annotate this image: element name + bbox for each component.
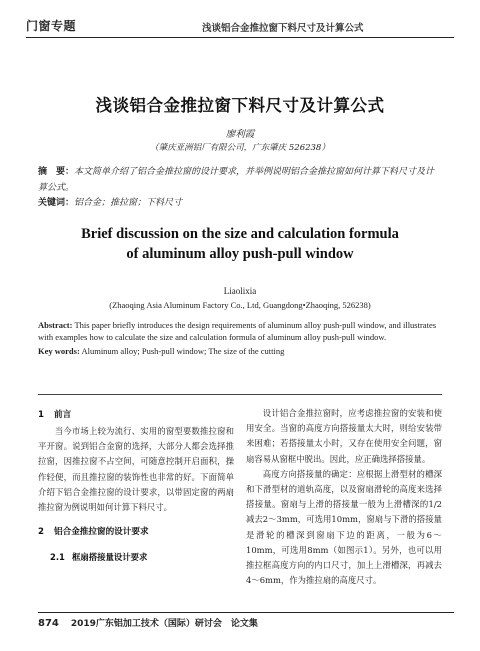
english-title [0,224,480,264]
chinese-keywords-text: 铝合金；推拉窗；下料尺寸 [74,198,183,208]
chinese-title: 浅谈铝合金推拉窗下料尺寸及计算公式 [95,96,385,115]
section-1-title: 前言 [54,410,72,420]
chinese-abstract-label: 摘 要： [38,167,75,177]
english-keywords [38,346,442,356]
chinese-affiliation: （肇庆亚洲铝厂有限公司，广东肇庆 526238） [150,143,330,153]
section-label: 门窗专题 [26,19,77,33]
right-paragraph-2: 高度方向搭接量的确定：应根据上滑型材的槽深和下滑型材的道轨高度，以及窗扇滑轮的高度来选择搭接量。窗扇与上滑的搭接量一般为上滑槽深的1/2减去2～3mm，可选用10mm，窗扇与下滑的搭接量是滑轮的槽深到窗扇下边的距离，一般为6～10mm，可选用8mm（如图示1）。另外，也可以用推拉框高度方向的内口尺寸，加上上滑槽深，再减去4～6mm，作为推拉扇的高度尺寸。 [246,468,442,586]
chinese-author: 廖利霞 [225,129,255,140]
english-keywords-text: Aluminum alloy; Push-pull window; The size of the cutting [81,346,285,356]
english-title-line1: Brief discussion on the size and calculation formula [81,226,399,242]
running-title: 浅谈铝合金推拉窗下料尺寸及计算公式 [202,23,364,34]
right-paragraph-1: 设计铝合金推拉窗时，应考虑推拉窗的安装和使用安全。当窗的高度方向搭接量太大时，则给安装带来困难；若搭接量太小时，又存在使用安全问题，窗扇容易从窗框中脱出。因此，应正确选择搭接量。 [246,408,442,464]
english-title-line2: of aluminum alloy push-pull window [126,246,354,262]
conference-name: 2019广东铝加工技术（国际）研讨会 论文集 [70,619,258,629]
section-2-1-title: 框扇搭接量设计要求 [72,552,148,563]
english-keywords-label: Key words: [38,346,80,356]
chinese-keywords-label: 关键词： [38,198,75,208]
section-1-number: 1 [38,410,44,420]
running-header [26,12,454,38]
page-footer [38,616,258,629]
chinese-keywords [38,196,442,210]
section-2-title: 铝合金推拉窗的设计要求 [54,527,149,538]
section-2-heading [38,523,234,541]
english-abstract [38,320,442,343]
right-column [246,406,442,588]
english-abstract-label: Abstract: [38,320,73,330]
section-1-paragraph: 当今市场上较为流行、实用的窗型要数推拉窗和平开窗。说到铝合金窗的选择，大部分人都会选择推拉窗，因推拉窗不占空间，可随意控制开启面积，操作轻便，而且推拉窗的装饰性也非常的好。下面简单介绍下铝合金推拉窗的设计要求，以带固定窗的两扇推拉窗为例说明如何计算下料尺寸。 [38,426,234,513]
page-number: 874 [38,618,59,629]
footer-divider [38,612,454,613]
section-2-number: 2 [38,527,44,538]
chinese-abstract [38,164,442,196]
section-2-1-number: 2.1 [50,552,65,563]
section-1-heading [38,406,234,424]
english-author: Liaolixia [223,286,257,296]
left-column [38,406,234,565]
chinese-abstract-text: 本文简单介绍了铝合金推拉窗的设计要求，并举例说明铝合金推拉窗如何计算下料尺寸及计算公式。 [38,167,435,193]
section-divider [38,394,442,395]
english-abstract-text: This paper briefly introduces the design requirements of aluminum alloy push-pull window, and illustrates with examples how to calculate the size and calculation formula of aluminum alloy push-pull window. [38,320,437,342]
section-2-1-heading [38,549,234,565]
english-affiliation: (Zhaoqing Asia Aluminum Factory Co., Ltd, Guangdong•Zhaoqing, 526238) [109,300,371,310]
